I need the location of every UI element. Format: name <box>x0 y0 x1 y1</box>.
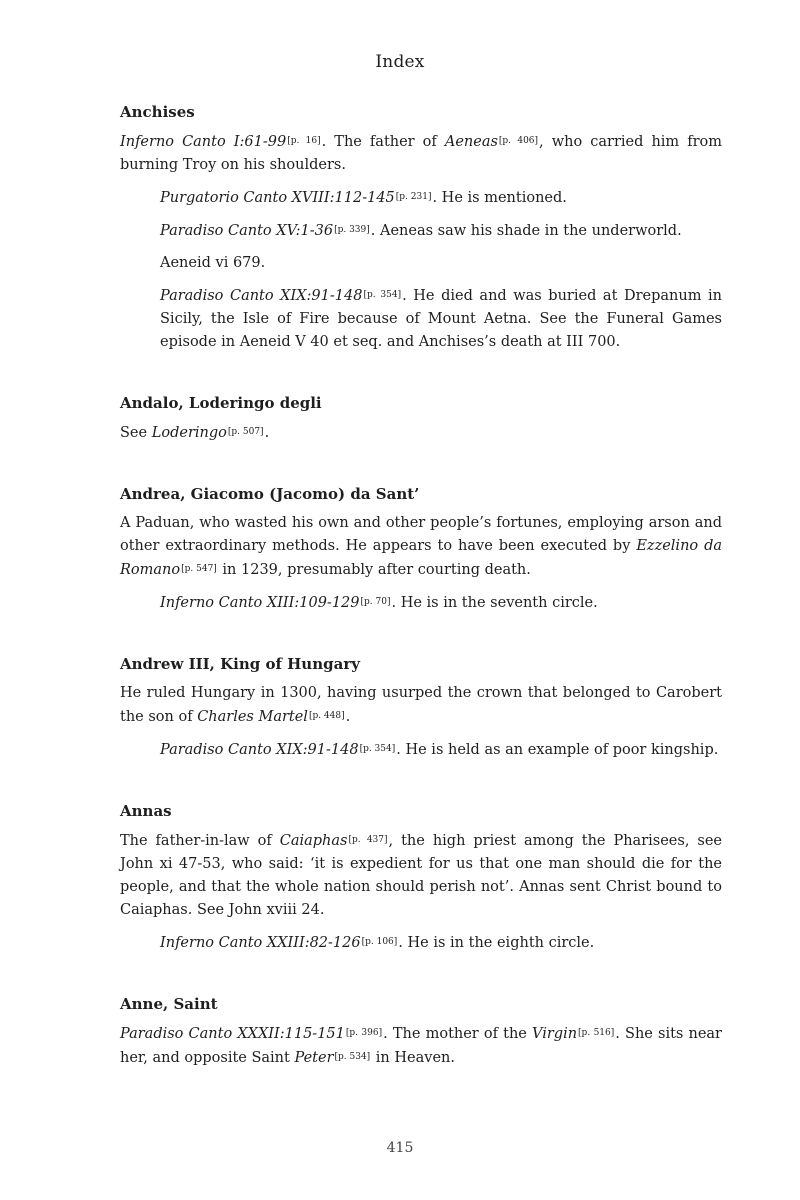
index-entry <box>120 654 722 762</box>
page-reference[interactable]: [p. 16] <box>287 136 321 146</box>
page-reference[interactable]: [p. 106] <box>361 937 398 947</box>
entry-title: Andalo, Loderingo degli <box>120 394 322 412</box>
page-reference[interactable]: [p. 354] <box>359 744 396 754</box>
page-reference[interactable]: [p. 534] <box>334 1052 371 1062</box>
entry-description <box>120 682 722 729</box>
text-run: . <box>345 709 351 725</box>
cross-reference[interactable]: Paradiso Canto XV:1-36 <box>160 223 334 239</box>
entry-description <box>120 130 722 177</box>
page-reference[interactable]: [p. 339] <box>334 225 370 235</box>
index-entry <box>120 393 722 445</box>
page-reference[interactable]: [p. 547] <box>181 564 217 574</box>
page-reference[interactable]: [p. 354] <box>363 290 402 300</box>
text-run: He ruled Hungary in 1300, having usurped the crown that belonged to Carobert the son of <box>120 685 722 725</box>
page-reference[interactable]: [p. 437] <box>348 835 388 845</box>
entry-title: Andrea, Giacomo (Jacomo) da Sant’ <box>120 485 420 503</box>
page-reference[interactable]: [p. 507] <box>227 427 264 437</box>
cross-reference[interactable]: Peter <box>294 1050 334 1066</box>
index-entries <box>120 102 722 1109</box>
cross-reference[interactable]: Virgin <box>532 1026 578 1042</box>
text-run: in Heaven. <box>371 1050 455 1066</box>
text-run: . She sits near her, and opposite Saint <box>120 1026 722 1066</box>
canto-reference <box>120 931 722 955</box>
text-run: . The mother of the <box>383 1026 532 1042</box>
text-run: . Aeneas saw his shade in the underworld. <box>370 223 682 239</box>
cross-reference[interactable]: Inferno Canto XIII:109-129 <box>160 595 360 611</box>
cross-reference[interactable]: Loderingo <box>151 425 227 441</box>
running-header: Index <box>375 52 425 72</box>
page-number: 415 <box>386 1140 414 1156</box>
text-run: . <box>264 425 270 441</box>
cross-reference[interactable]: Inferno Canto I:61-99 <box>120 134 287 150</box>
entry-description <box>120 1022 722 1070</box>
cross-reference[interactable]: Paradiso Canto XXXII:115-151 <box>120 1026 345 1042</box>
page-reference[interactable]: [p. 516] <box>578 1028 615 1038</box>
text-run: . He is mentioned. <box>432 190 567 206</box>
cross-reference[interactable]: Charles Martel <box>197 709 308 725</box>
text-run: , who carried him from burning Troy on his shoulders. <box>120 134 723 173</box>
text-run: A Paduan, who wasted his own and other people’s fortunes, employing arson and other extraordinary methods. He appears to have been executed by <box>120 515 722 554</box>
cross-reference[interactable]: Purgatorio Canto XVIII:112-145 <box>160 190 395 206</box>
index-entry <box>120 801 722 955</box>
entry-description <box>120 421 722 445</box>
cross-reference[interactable]: Caiaphas <box>279 833 348 849</box>
text-run: . He is in the seventh circle. <box>391 595 598 611</box>
entry-title: Anne, Saint <box>120 995 218 1013</box>
page-reference[interactable]: [p. 231] <box>395 192 432 202</box>
cross-reference[interactable]: Paradiso Canto XIX:91-148 <box>160 742 359 758</box>
canto-reference <box>120 186 722 210</box>
entry-description <box>120 512 722 582</box>
text-run: The father-in-law of <box>120 833 280 849</box>
cross-reference[interactable]: Inferno Canto XXIII:82-126 <box>160 935 361 951</box>
page-reference[interactable]: [p. 406] <box>498 136 539 146</box>
page-reference[interactable]: [p. 396] <box>345 1028 383 1038</box>
page-reference[interactable]: [p. 70] <box>360 597 391 607</box>
text-run: . The father of <box>321 134 445 150</box>
text-run: in 1239, presumably after courting death. <box>217 562 531 578</box>
text-run: , the high priest among the Pharisees, see John xi 47-53, who said: ‘it is expedient for us that one man should die for the people, and that the whole nation should perish not’. Annas sent Christ bound to Caiaphas. See John xviii 24. <box>120 833 722 918</box>
index-entry <box>120 102 722 354</box>
text-run: . He is held as an example of poor kingship. <box>396 742 719 758</box>
entry-title: Andrew III, King of Hungary <box>120 655 360 673</box>
entry-title: Annas <box>120 802 172 820</box>
text-run: . He is in the eighth circle. <box>398 935 595 951</box>
index-entry <box>120 994 722 1070</box>
canto-reference <box>120 284 722 354</box>
text-run: Aeneid vi 679. <box>160 255 266 271</box>
text-run: See <box>120 425 152 441</box>
page-reference[interactable]: [p. 448] <box>308 711 345 721</box>
canto-reference <box>120 219 722 243</box>
cross-reference[interactable]: Aeneas <box>444 134 498 150</box>
canto-reference <box>120 591 722 615</box>
text-run: . He died and was buried at Drepanum in Sicily, the Isle of Fire because of Mount Aetna. See the Funeral Games episode in Aeneid V 40 et seq. and Anchises’s death at III 700. <box>160 288 722 350</box>
index-entry <box>120 484 722 615</box>
canto-reference <box>120 252 722 275</box>
cross-reference[interactable]: Ezzelino da Romano <box>120 538 723 578</box>
cross-reference[interactable]: Paradiso Canto XIX:91-148 <box>160 288 363 304</box>
canto-reference <box>120 738 722 762</box>
entry-description <box>120 829 722 922</box>
entry-title: Anchises <box>120 103 195 121</box>
